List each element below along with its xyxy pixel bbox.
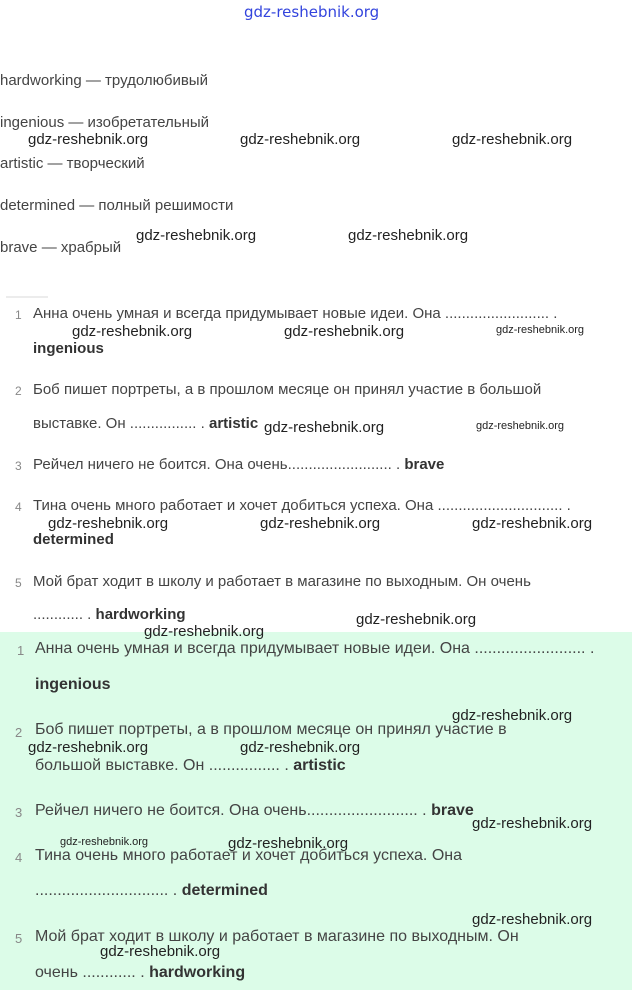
exercise-b-text-4: Тина очень много работает и хочет добиться успеха. Она [35, 847, 462, 864]
exercise-a-text-2: Боб пишет портреты, а в прошлом месяце он принял участие в большой [33, 381, 542, 398]
exercise-a-num-1: 1 [15, 308, 22, 322]
section-divider [6, 296, 48, 298]
exercise-b-answer-4: determined [181, 882, 268, 899]
vocab-item-3: artistic — творческий [0, 155, 145, 172]
exercise-b-text-5-line2: очень ............ . [35, 964, 145, 981]
exercise-b-answer-1: ingenious [35, 676, 111, 693]
exercise-a-answer-2: artistic [208, 415, 259, 432]
exercise-b-num-4: 4 [15, 850, 23, 865]
watermark: gdz-reshebnik.org [284, 323, 405, 340]
exercise-b-text-2b [35, 757, 346, 775]
vocab-item-2: ingenious — изобретательный [0, 114, 210, 131]
watermark: gdz-reshebnik.org [100, 943, 221, 960]
exercise-a-text-2b [33, 415, 258, 432]
watermark: gdz-reshebnik.org [144, 623, 265, 640]
exercise-a-answer-5: hardworking [95, 606, 186, 623]
watermark: gdz-reshebnik.org [72, 323, 193, 340]
watermark-top: gdz-reshebnik.org [244, 3, 380, 21]
exercise-b-text-5: Мой брат ходит в школу и работает в магазине по выходным. Он [35, 928, 519, 945]
exercise-a-text-3 [33, 456, 444, 473]
exercise-b-text-5b [35, 964, 245, 982]
exercise-a-text-5: Мой брат ходит в школу и работает в магазине по выходным. Он очень [33, 573, 531, 590]
vocab-item-5: brave — храбрый [0, 239, 122, 256]
exercise-a-answer-3: brave [404, 456, 445, 473]
exercise-a-text-1: Анна очень умная и всегда придумывает новые идеи. Она ......................... . [33, 305, 558, 322]
exercise-a-text-3-line1: Рейчел ничего не боится. Она очень......................... . [33, 456, 401, 473]
exercise-b-num-5: 5 [15, 931, 23, 946]
watermark: gdz-reshebnik.org [28, 739, 149, 756]
watermark: gdz-reshebnik.org [356, 611, 477, 628]
watermark: gdz-reshebnik.org [496, 324, 585, 336]
exercise-b-text-2: Боб пишет портреты, а в прошлом месяце он принял участие в [35, 721, 507, 738]
exercise-a-num-2: 2 [15, 384, 22, 398]
watermark: gdz-reshebnik.org [264, 419, 385, 436]
exercise-b-text-3 [35, 802, 474, 820]
exercise-b-text-1: Анна очень умная и всегда придумывает новые идеи. Она ......................... . [35, 640, 595, 657]
exercise-a-num-5: 5 [15, 576, 22, 590]
exercise-b-num-1: 1 [17, 643, 25, 658]
exercise-b-num-3: 3 [15, 805, 23, 820]
vocab-item-1: hardworking — трудолюбивый [0, 72, 208, 89]
exercise-b-text-3-line1: Рейчел ничего не боится. Она очень......................... . [35, 802, 427, 819]
exercise-b-answer-5: hardworking [149, 964, 246, 981]
exercise-a-text-5-line2: ............ . [33, 606, 92, 623]
watermark: gdz-reshebnik.org [228, 835, 349, 852]
exercise-b-text-4b [35, 882, 268, 900]
exercise-a-answer-4: determined [33, 531, 114, 548]
exercise-a-num-4: 4 [15, 500, 22, 514]
vocab-item-4: determined — полный решимости [0, 197, 234, 214]
exercise-b-answer-3: brave [431, 802, 474, 819]
watermark: gdz-reshebnik.org [452, 707, 573, 724]
exercise-b-text-4-line2: .............................. . [35, 882, 178, 899]
watermark: gdz-reshebnik.org [48, 515, 169, 532]
exercise-b-answer-2: artistic [293, 757, 346, 774]
watermark: gdz-reshebnik.org [348, 227, 469, 244]
watermark: gdz-reshebnik.org [240, 739, 361, 756]
watermark: gdz-reshebnik.org [472, 515, 593, 532]
watermark: gdz-reshebnik.org [28, 131, 149, 148]
watermark: gdz-reshebnik.org [472, 911, 593, 928]
exercise-b-text-2-line2: большой выставке. Он ................ . [35, 757, 289, 774]
exercise-b-num-2: 2 [15, 725, 23, 740]
watermark: gdz-reshebnik.org [472, 815, 593, 832]
watermark: gdz-reshebnik.org [476, 420, 565, 432]
watermark: gdz-reshebnik.org [260, 515, 381, 532]
watermark: gdz-reshebnik.org [452, 131, 573, 148]
exercise-a-num-3: 3 [15, 459, 22, 473]
watermark: gdz-reshebnik.org [60, 836, 149, 848]
watermark: gdz-reshebnik.org [240, 131, 361, 148]
exercise-a-text-5b [33, 606, 186, 623]
exercise-a-text-4: Тина очень много работает и хочет добиться успеха. Она .............................. . [33, 497, 571, 514]
watermark: gdz-reshebnik.org [136, 227, 257, 244]
exercise-a-text-2-line2: выставке. Он ................ . [33, 415, 205, 432]
exercise-a-answer-1: ingenious [33, 340, 104, 357]
